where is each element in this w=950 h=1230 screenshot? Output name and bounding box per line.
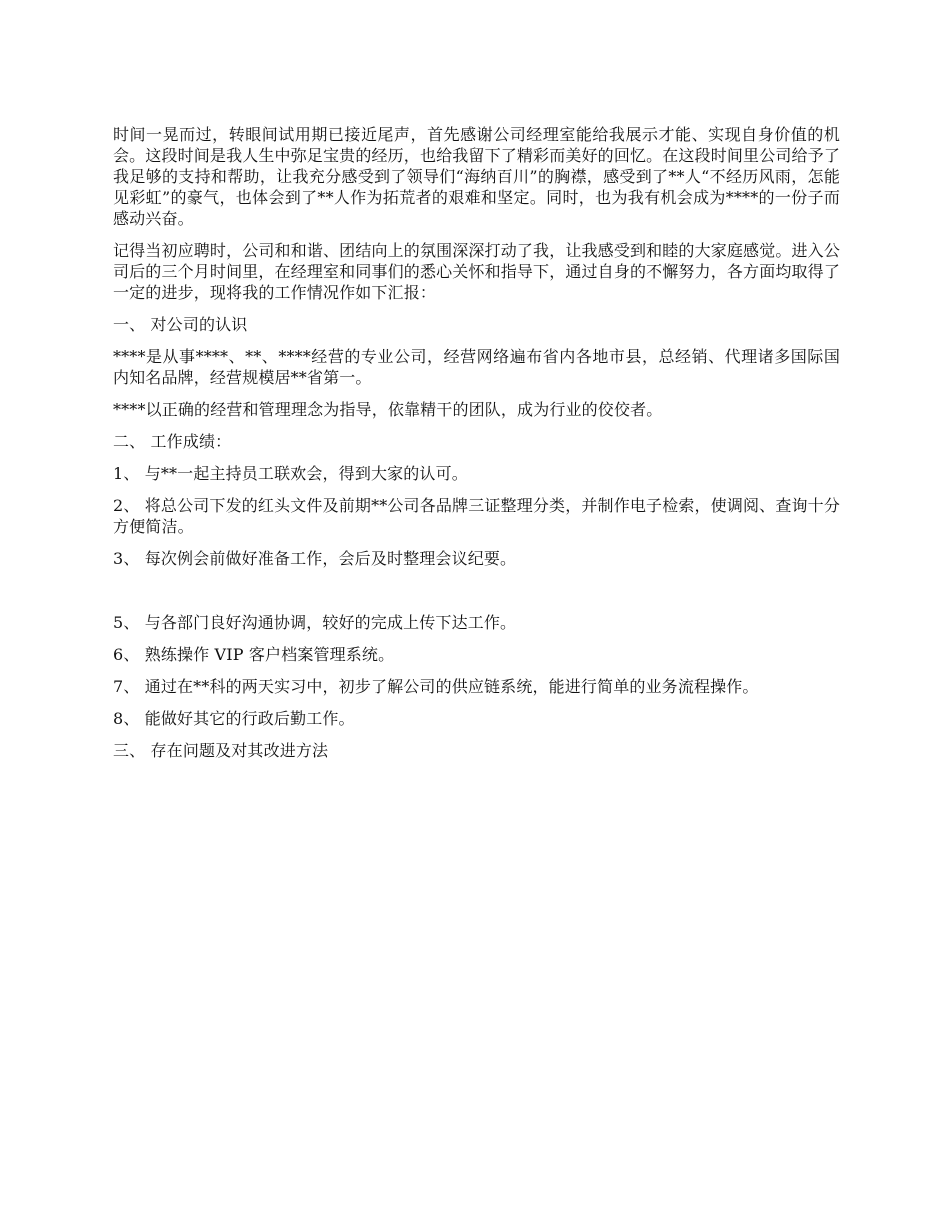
list-item: 7、 通过在**科的两天实习中，初步了解公司的供应链系统，能进行简单的业务流程操作。	[113, 677, 759, 696]
section-heading-company: 一、 对公司的认识	[113, 315, 248, 334]
list-item: 5、 与各部门良好沟通协调，较好的完成上传下达工作。	[113, 613, 517, 632]
list-item: 1、 与**一起主持员工联欢会，得到大家的认可。	[113, 464, 468, 483]
list-item: 2、 将总公司下发的红头文件及前期**公司各品牌三证整理分类，并制作电子检索，使调阅、查询十分方便简洁。	[113, 496, 840, 536]
section-heading-achievements: 二、 工作成绩：	[113, 432, 232, 451]
list-item: 6、 熟练操作 VIP 客户档案管理系统。	[113, 645, 395, 664]
list-item: 8、 能做好其它的行政后勤工作。	[113, 709, 355, 728]
company-description-paragraph: ****是从事****、**、****经营的专业公司，经营网络遍布省内各地市县，总经销、代理诸多国际国内知名品牌，经营规模居**省第一。	[113, 347, 840, 387]
intro-paragraph: 时间一晃而过，转眼间试用期已接近尾声，首先感谢公司经理室能给我展示才能、实现自身价值的机会。这段时间是我人生中弥足宝贵的经历，也给我留下了精彩而美好的回忆。在这段时间里公司给予了我足够的支持和帮助，让我充分感受到了领导们“海纳百川”的胸襟，感受到了**人“不经历风雨，怎能见彩虹”的豪气，也体会到了**人作为拓荒者的艰难和坚定。同时，也为我有机会成为****的一份子而感动兴奋。	[113, 125, 840, 228]
document-body	[113, 124, 840, 772]
company-philosophy-paragraph: ****以正确的经营和管理理念为指导，依靠精干的团队，成为行业的佼佼者。	[113, 400, 663, 419]
blank-gap	[113, 580, 840, 612]
section-heading-problems: 三、 存在问题及对其改进方法	[113, 741, 329, 760]
list-item: 3、 每次例会前做好准备工作，会后及时整理会议纪要。	[113, 549, 517, 568]
recruitment-paragraph: 记得当初应聘时，公司和和谐、团结向上的氛围深深打动了我，让我感受到和睦的大家庭感觉。进入公司后的三个月时间里，在经理室和同事们的悉心关怀和指导下，通过自身的不懈努力，各方面均取得了一定的进步，现将我的工作情况作如下汇报：	[113, 241, 840, 302]
